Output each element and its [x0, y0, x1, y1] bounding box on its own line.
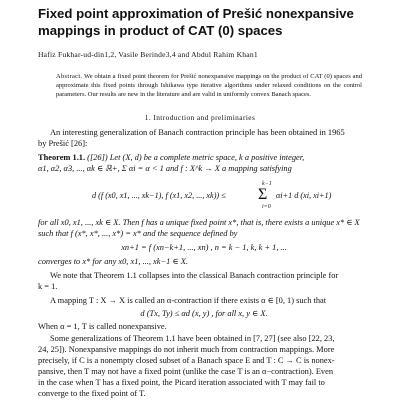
theorem-equation — [0, 180, 400, 216]
para2-line-1: We note that Theorem 1.1 collapses into the classical Banach contraction principle for — [50, 271, 339, 280]
title-line-2: mappings in product of CAT (0) spaces — [38, 23, 283, 38]
paper-title — [38, 5, 368, 39]
theorem-line-4: such that f (x*, x*, ..., x*) = x* and the sequence defined by — [38, 229, 238, 238]
para2-line-2: k = 1. — [38, 282, 58, 291]
para4-line-2: 24, 25]). Nonexpansive mappings do not inherit much from contraction mappings. More — [38, 345, 335, 354]
equation-lhs: d (f (x0, x1, ..., xk−1), f (x1, x2, ..., xk)) ≤ — [92, 191, 226, 200]
section-heading: 1. Introduction and preliminaries — [144, 113, 256, 122]
para4-line-6: converge to the fixed point of T. — [38, 389, 146, 398]
para4-line-4: pansive, then T may not have a fixed point (unlike the case T is an α−contraction). Even — [38, 367, 334, 376]
equation-rhs: αi+1 d (xi, xi+1) — [276, 191, 332, 200]
intro-line-2: by Prešić [26]: — [38, 139, 88, 148]
intro-line-1: An interesting generalization of Banach contraction principle has been obtained in 1965 — [50, 128, 345, 137]
title-line-1: Fixed point approximation of Prešić nonexpansive — [38, 6, 354, 21]
theorem-label: Theorem 1.1. — [38, 153, 86, 162]
theorem-line-5: converges to x* for any x0, x1, ..., xk−1 ∈ X. — [38, 257, 188, 266]
para4-line-5: in the case when T has a fixed point, the Picard iteration associated with T may fail to — [38, 378, 325, 387]
abstract-label: Abstract. — [56, 73, 83, 80]
iteration-equation: xn+1 = f (xn−k+1, ..., xn) , n = k − 1, k, k + 1, ... — [121, 243, 287, 252]
abstract — [56, 72, 362, 100]
theorem-heading — [38, 152, 370, 164]
sum-sign: Σ — [258, 186, 268, 203]
sum-upper-limit: k−1 — [262, 181, 272, 187]
para3-line-2: When α = 1, T is called nonexpansive. — [38, 322, 167, 331]
theorem-line-3: for all x0, x1, ..., xk ∈ X. Then f has a unique fixed point x*, that is, there exists a unique x* ∈ X — [38, 218, 360, 227]
sum-lower-limit: i=0 — [262, 204, 271, 210]
theorem-line-2: α1, α2, α3, ..., αk ∈ ℝ+, Σ αi = α < 1 and f : X^k → X a mapping satisfying — [38, 164, 292, 173]
abstract-text: We obtain a fixed point theorem for Prešić nonexpansive mappings on the product of CAT (0) spaces and approximate this fixed points through Ishikawa type iterative algorithms under relaxed conditions on the control parameters. Our results are new in the literature and are valid in uniformly convex Banach spaces. — [56, 73, 362, 99]
author-list: Hafiz Fukhar-ud-din1,2, Vasile Berinde3,4 and Abdul Rahim Khan1 — [38, 50, 258, 59]
para4-line-3: precisely, if C is a nonempty closed subset of a Banach space E and T : C → C is nonex- — [38, 356, 335, 365]
para3-line-1: A mapping T : X → X is called an α-contraction if there exists α ∈ [0, 1) such that — [50, 296, 327, 305]
contraction-equation: d (Tx, Ty) ≤ αd (x, y) , for all x, y ∈ X. — [140, 309, 268, 318]
theorem-ref: ([26]) — [87, 153, 108, 162]
theorem-line-1: Let (X, d) be a complete metric space, k a positive integer, — [109, 153, 305, 162]
para4-line-1: Some generalizations of Theorem 1.1 have been obtained in [7, 27] (see also [22, 23, — [50, 334, 335, 343]
